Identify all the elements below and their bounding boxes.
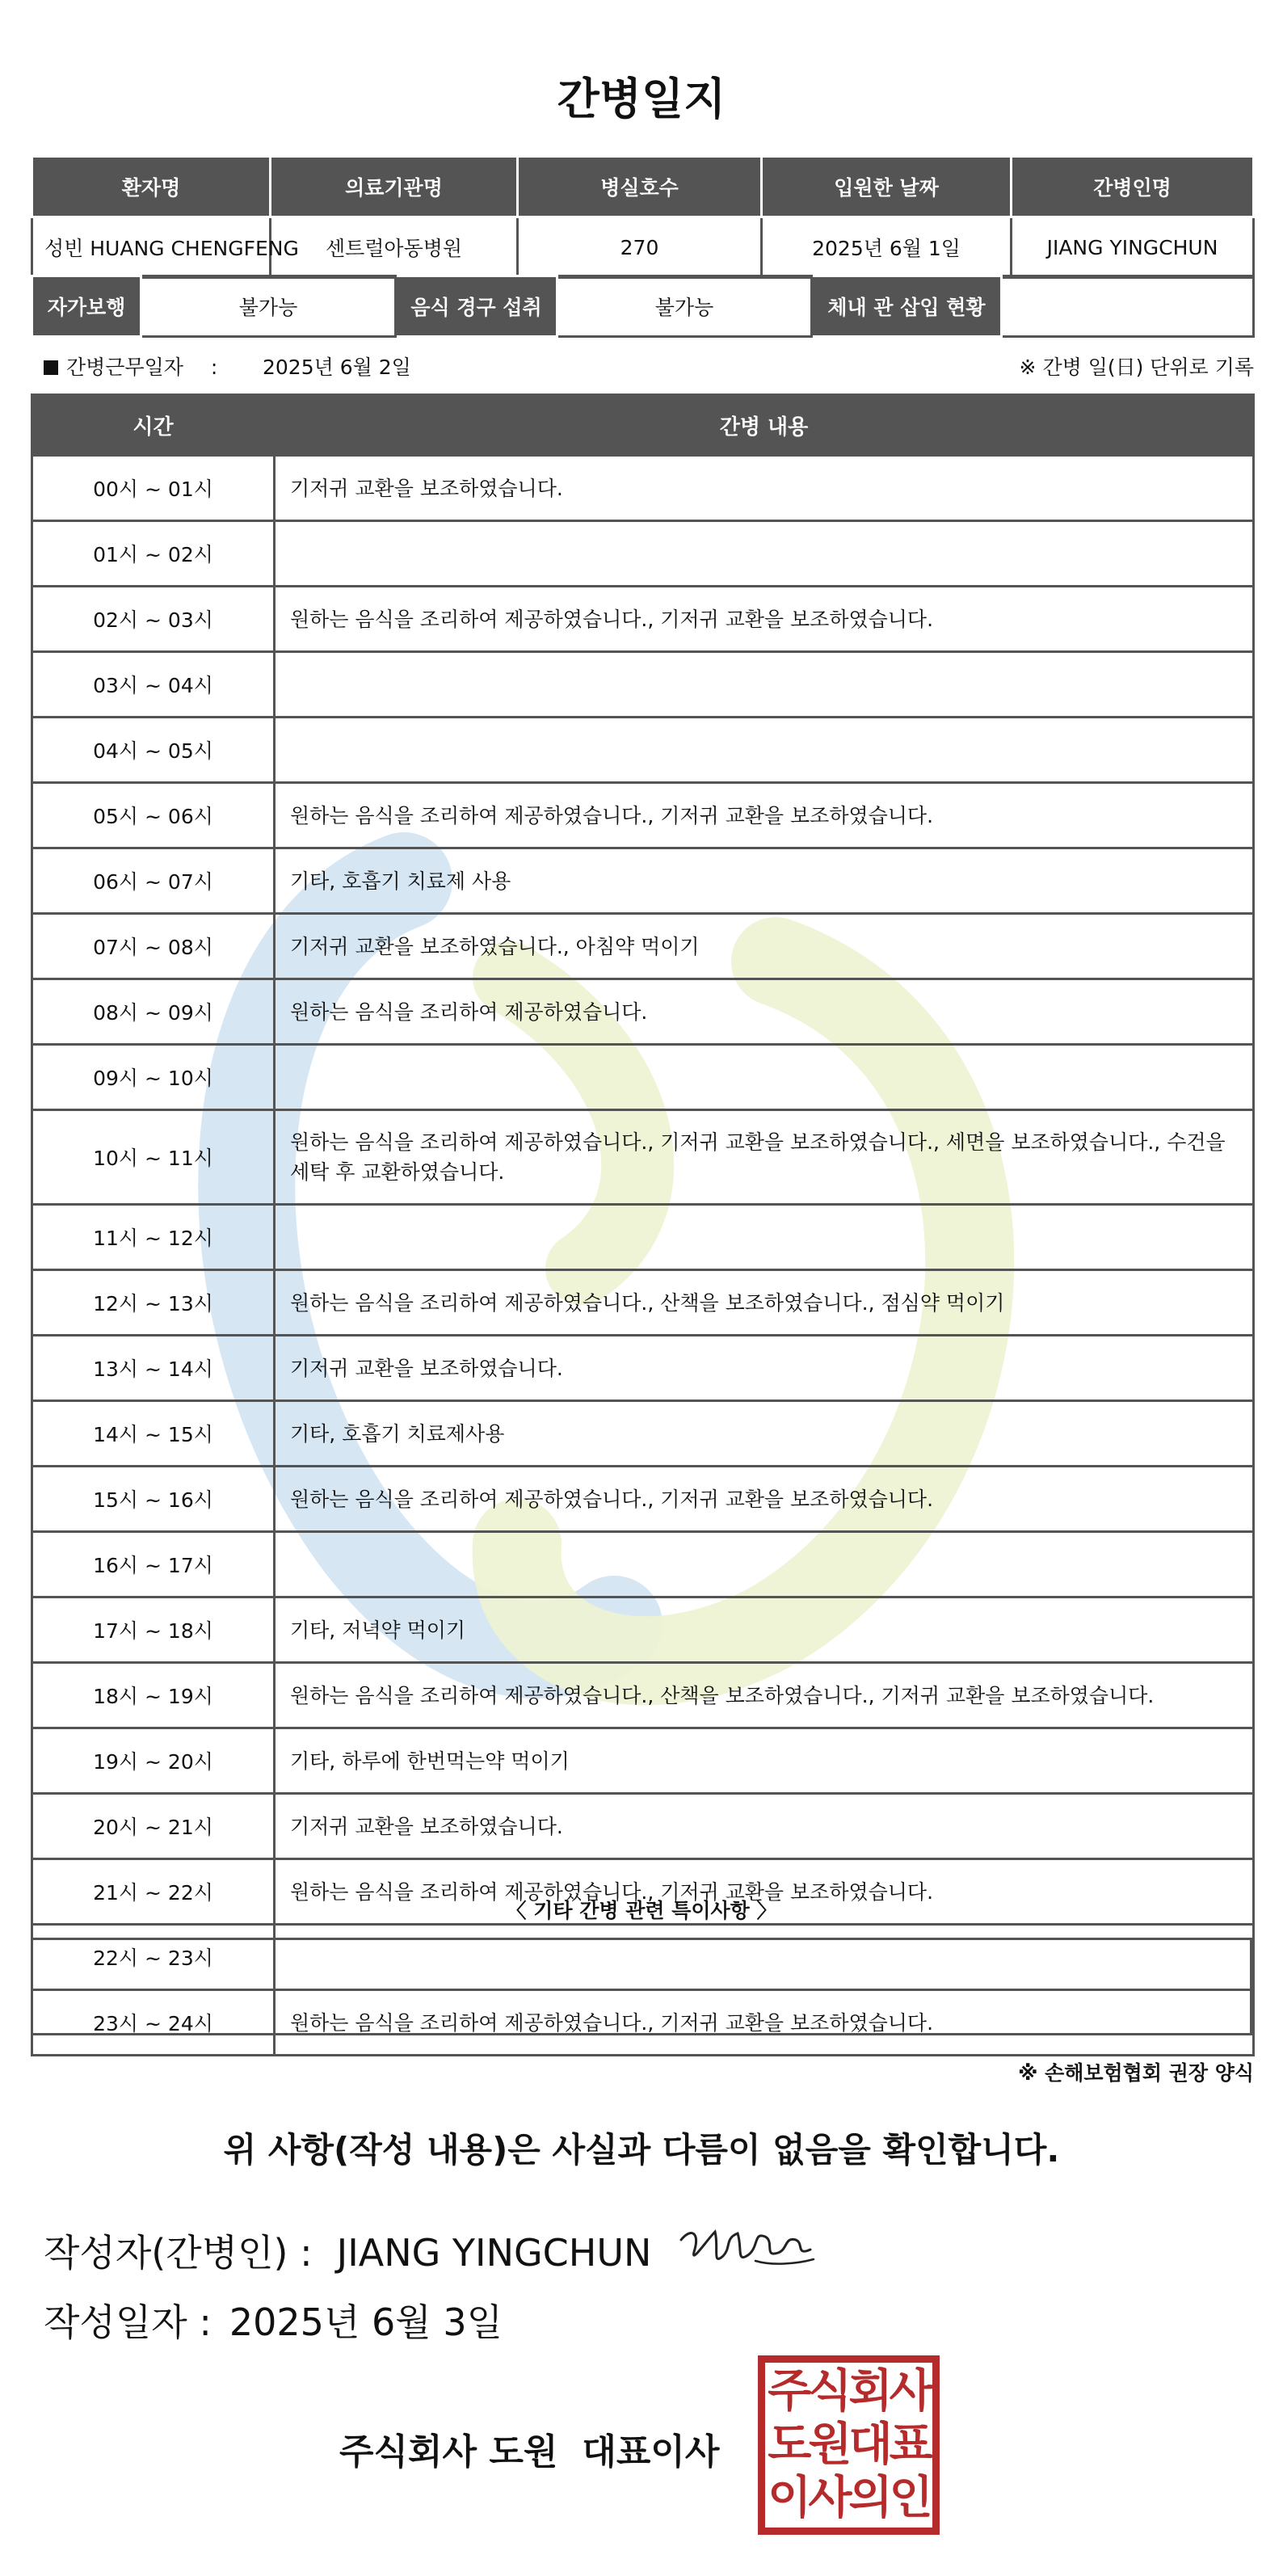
square-bullet-icon [44,360,58,375]
table-row [32,1532,1254,1597]
table-row [32,1270,1254,1336]
work-date-label: 간병근무일자 [66,356,183,379]
content-cell: 원하는 음식을 조리하여 제공하였습니다. [275,979,1254,1045]
patient-info-table [31,155,1255,279]
time-cell: 16시 ~ 17시 [32,1532,275,1597]
time-cell: 08시 ~ 09시 [32,979,275,1045]
company-seal [758,2355,940,2535]
hospital-header: 의료기관명 [271,157,518,217]
time-cell: 12시 ~ 13시 [32,1270,275,1336]
content-cell: 기타, 저녁약 먹이기 [275,1597,1254,1663]
content-cell: 기타, 하루에 한번먹는약 먹이기 [275,1728,1254,1794]
table-row [32,914,1254,979]
content-cell: 원하는 음식을 조리하여 제공하였습니다., 기저귀 교환을 보조하였습니다., 세면을 보조하였습니다., 수건을 세탁 후 교환하였습니다. [275,1110,1254,1205]
author-label: 작성자(간병인) : [44,2231,313,2275]
content-cell: 원하는 음식을 조리하여 제공하였습니다., 기저귀 교환을 보조하였습니다. [275,587,1254,652]
table-row [32,652,1254,718]
work-date-label-row [44,351,217,381]
care-log-body [32,456,1254,2056]
time-cell: 22시 ~ 23시 [32,1925,275,1990]
time-cell: 20시 ~ 21시 [32,1794,275,1859]
time-cell: 01시 ~ 02시 [32,521,275,587]
content-cell [275,1045,1254,1110]
form-source-note: ※ 손해보험협회 권장 양식 [1018,2061,1254,2085]
table-row [32,1597,1254,1663]
confirmation-statement: 위 사항(작성 내용)은 사실과 다름이 없음을 확인합니다. [223,2130,1060,2170]
time-cell: 05시 ~ 06시 [32,783,275,848]
content-cell: 원하는 음식을 조리하여 제공하였습니다., 기저귀 교환을 보조하였습니다. [275,1467,1254,1532]
table-row [32,1794,1254,1859]
table-row [32,783,1254,848]
oral-intake-label: 음식 경구 섭취 [396,276,557,337]
admission-date-header: 입원한 날짜 [762,157,1012,217]
table-row [32,1467,1254,1532]
write-date-label: 작성일자 : [44,2300,212,2344]
time-cell: 02시 ~ 03시 [32,587,275,652]
time-cell: 21시 ~ 22시 [32,1859,275,1925]
content-cell: 기저귀 교환을 보조하였습니다. [275,1794,1254,1859]
time-cell: 03시 ~ 04시 [32,652,275,718]
seal-line-3: 이사의인 [768,2472,930,2524]
time-cell: 15시 ~ 16시 [32,1467,275,1532]
notes-title: 〈 기타 간병 관련 특이사항 〉 [506,1899,777,1922]
seal-line-1: 주식회사 [768,2365,930,2418]
caregiver-header: 간병인명 [1012,157,1254,217]
content-cell [275,652,1254,718]
care-log-table [31,394,1255,2056]
company-line [339,2422,719,2474]
time-cell: 17시 ~ 18시 [32,1597,275,1663]
self-walk-label: 자가보행 [32,276,141,337]
time-cell: 06시 ~ 07시 [32,848,275,914]
content-cell: 기저귀 교환을 보조하였습니다. [275,456,1254,521]
content-cell: 기타, 호흡기 치료제 사용 [275,848,1254,914]
work-date-separator: : [210,356,218,379]
write-date-value: 2025년 6월 3일 [229,2300,503,2344]
patient-name-header: 환자명 [32,157,271,217]
content-cell: 원하는 음식을 조리하여 제공하였습니다., 기저귀 교환을 보조하였습니다. [275,783,1254,848]
table-row [32,587,1254,652]
content-cell: 기저귀 교환을 보조하였습니다. [275,1336,1254,1401]
table-row [32,979,1254,1045]
table-row [32,848,1254,914]
signature-icon [675,2216,820,2276]
company-name: 주식회사 도원 [339,2431,558,2473]
caregiver-value: JIANG YINGCHUN [1012,217,1254,278]
page-title: 간병일지 [557,74,726,124]
table-row [32,1401,1254,1467]
table-row [32,1728,1254,1794]
time-cell: 04시 ~ 05시 [32,718,275,783]
time-column-header: 시간 [32,395,275,456]
seal-line-2: 도원대표 [768,2418,930,2471]
content-column-header: 간병 내용 [275,395,1254,456]
patient-status-table [31,275,1255,338]
content-cell: 원하는 음식을 조리하여 제공하였습니다., 산책을 보조하였습니다., 기저귀 교환을 보조하였습니다. [275,1663,1254,1728]
table-row [32,521,1254,587]
table-row [32,1205,1254,1270]
content-cell: 기타, 호흡기 치료제사용 [275,1401,1254,1467]
time-cell: 09시 ~ 10시 [32,1045,275,1110]
time-cell: 00시 ~ 01시 [32,456,275,521]
time-cell: 19시 ~ 20시 [32,1728,275,1794]
author-line [44,2224,651,2277]
work-date-value: 2025년 6월 2일 [263,356,411,379]
time-cell: 07시 ~ 08시 [32,914,275,979]
room-value: 270 [518,217,762,278]
self-walk-value: 불가능 [141,276,396,337]
content-cell: 원하는 음식을 조리하여 제공하였습니다., 산책을 보조하였습니다., 점심약 먹이기 [275,1270,1254,1336]
tube-label: 체내 관 삽입 현황 [812,276,1002,337]
patient-name-value: 성빈 HUANG CHENGFENG [32,217,271,278]
content-cell [275,1532,1254,1597]
admission-date-value: 2025년 6월 1일 [762,217,1012,278]
content-cell [275,718,1254,783]
time-cell: 10시 ~ 11시 [32,1110,275,1205]
content-cell: 원하는 음식을 조리하여 제공하였습니다., 기저귀 교환을 보조하였습니다. [275,1990,1254,2056]
table-row [32,1663,1254,1728]
table-row [32,1110,1254,1205]
author-name: JIANG YINGCHUN [336,2231,652,2275]
table-row [32,1045,1254,1110]
write-date-line [44,2293,503,2347]
time-cell: 18시 ~ 19시 [32,1663,275,1728]
content-cell: 원하는 음식을 조리하여 제공하였습니다., 기저귀 교환을 보조하였습니다. [275,1859,1254,1925]
time-cell: 11시 ~ 12시 [32,1205,275,1270]
table-row [32,456,1254,521]
content-cell [275,521,1254,587]
hospital-value: 센트럴아동병원 [271,217,518,278]
content-cell [275,1205,1254,1270]
table-row [32,718,1254,783]
unit-note: ※ 간병 일(日) 단위로 기록 [1019,356,1254,379]
tube-value [1002,276,1254,337]
notes-box [31,1938,1252,2035]
oral-intake-value: 불가능 [557,276,812,337]
time-cell: 14시 ~ 15시 [32,1401,275,1467]
table-row [32,1336,1254,1401]
content-cell: 기저귀 교환을 보조하였습니다., 아침약 먹이기 [275,914,1254,979]
ceo-label: 대표이사 [582,2431,720,2473]
room-header: 병실호수 [518,157,762,217]
time-cell: 13시 ~ 14시 [32,1336,275,1401]
time-cell: 23시 ~ 24시 [32,1990,275,2056]
